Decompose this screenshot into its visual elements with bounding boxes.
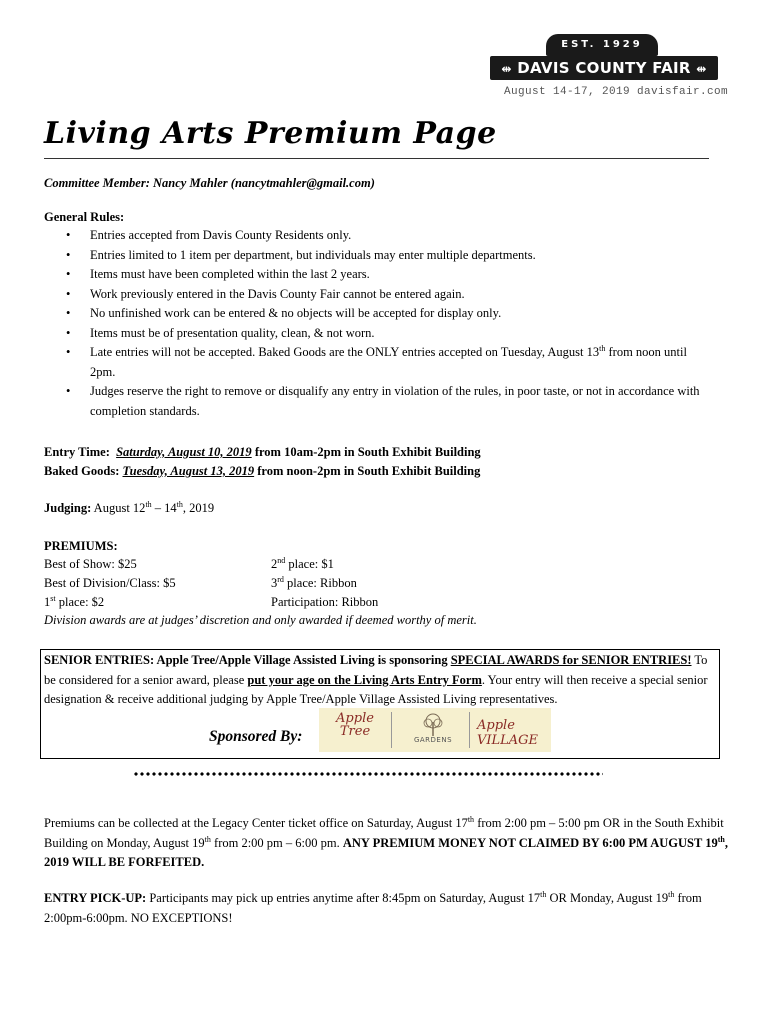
sponsored-by-label: Sponsored By:	[209, 728, 303, 745]
premium-first-place: 1st place: $2	[44, 593, 105, 609]
list-item: • Entries accepted from Davis County Residents only.	[44, 226, 714, 246]
rules-heading: General Rules:	[44, 210, 125, 224]
list-item: • Judges reserve the right to remove or disqualify any entry in violation of the rules, in poor taste, or not in accordance with completion standards.	[44, 382, 714, 421]
committee-member: Committee Member: Nancy Mahler (nancytmahler@gmail.com)	[44, 176, 375, 190]
logo-divider	[469, 712, 470, 748]
entry-pickup-text: ENTRY PICK-UP: Participants may pick up entries anytime after 8:45pm on Saturday, August 17th OR Monday, August 19th from 2:00pm-6:00pm. NO EXCEPTIONS!	[44, 889, 702, 925]
premium-collection-text: Premiums can be collected at the Legacy Center ticket office on Saturday, August 17th from 2:00 pm – 5:00 pm OR in the South Exhibit Building on Monday, August 19th from 2:00 pm – 6:00 pm. ANY PREMIUM MONEY NOT CLAIMED BY 6:00 PM AUGUST 19th, 2019 WILL BE FORFEITED.	[44, 814, 728, 869]
senior-entries-box	[40, 649, 720, 759]
dotted-divider	[133, 771, 603, 779]
fair-dates: August 14-17, 2019 davisfair.com	[503, 86, 728, 98]
fair-name-banner	[490, 56, 718, 80]
list-item: • Late entries will not be accepted. Baked Goods are the ONLY entries accepted on Tuesday, August 13th from noon until 2pm.	[44, 343, 714, 382]
apple-tree-logo: Apple Tree	[336, 711, 374, 739]
premium-participation: Participation: Ribbon	[271, 595, 379, 609]
premiums-heading: PREMIUMS:	[44, 539, 118, 553]
premium-best-show: Best of Show: $25	[44, 557, 137, 571]
ornament-right-icon: ⇹	[696, 62, 707, 76]
baked-goods-time: Baked Goods: Tuesday, August 13, 2019 from noon-2pm in South Exhibit Building	[44, 464, 481, 478]
gardens-logo: GARDENS	[403, 712, 463, 748]
premium-best-division: Best of Division/Class: $5	[44, 576, 176, 590]
apple-village-logo: Apple VILLAGE	[477, 718, 539, 748]
list-item: • Entries limited to 1 item per department, but individuals may enter multiple departments.	[44, 246, 714, 266]
page-title: Living Arts Premium Page	[44, 116, 497, 151]
tree-icon	[403, 712, 463, 736]
list-item: • No unfinished work can be entered & no objects will be accepted for display only.	[44, 304, 714, 324]
est-badge: EST. 1929	[546, 34, 658, 56]
fair-name: DAVIS COUNTY FAIR	[517, 59, 691, 77]
premium-second-place: 2nd place: $1	[271, 555, 334, 571]
entry-time: Entry Time: Saturday, August 10, 2019 from 10am-2pm in South Exhibit Building	[44, 445, 481, 459]
davis-county-fair-logo	[488, 32, 720, 88]
list-item: • Items must have been completed within the last 2 years.	[44, 265, 714, 285]
ornament-left-icon: ⇹	[501, 62, 512, 76]
premium-third-place: 3rd place: Ribbon	[271, 574, 357, 590]
senior-entries-text: SENIOR ENTRIES: Apple Tree/Apple Village Assisted Living is sponsoring SPECIAL AWARDS for SENIOR ENTRIES! To be considered for a senior award, please put your age on the Living Arts Entry Form. Your entry will then receive a special senior designation & receive additional judging by Apple Tree/Apple Village Assisted Living representatives.	[44, 653, 708, 706]
judging-dates: Judging: August 12th – 14th, 2019	[44, 499, 215, 515]
rules-list	[44, 226, 714, 421]
list-item: • Items must be of presentation quality, clean, & not worn.	[44, 324, 714, 344]
list-item: • Work previously entered in the Davis County Fair cannot be entered again.	[44, 285, 714, 305]
division-awards-note: Division awards are at judges’ discretion and only awarded if deemed worthy of merit.	[44, 613, 477, 627]
sponsor-logos	[319, 708, 551, 752]
logo-divider	[391, 712, 392, 748]
title-divider	[44, 158, 709, 159]
